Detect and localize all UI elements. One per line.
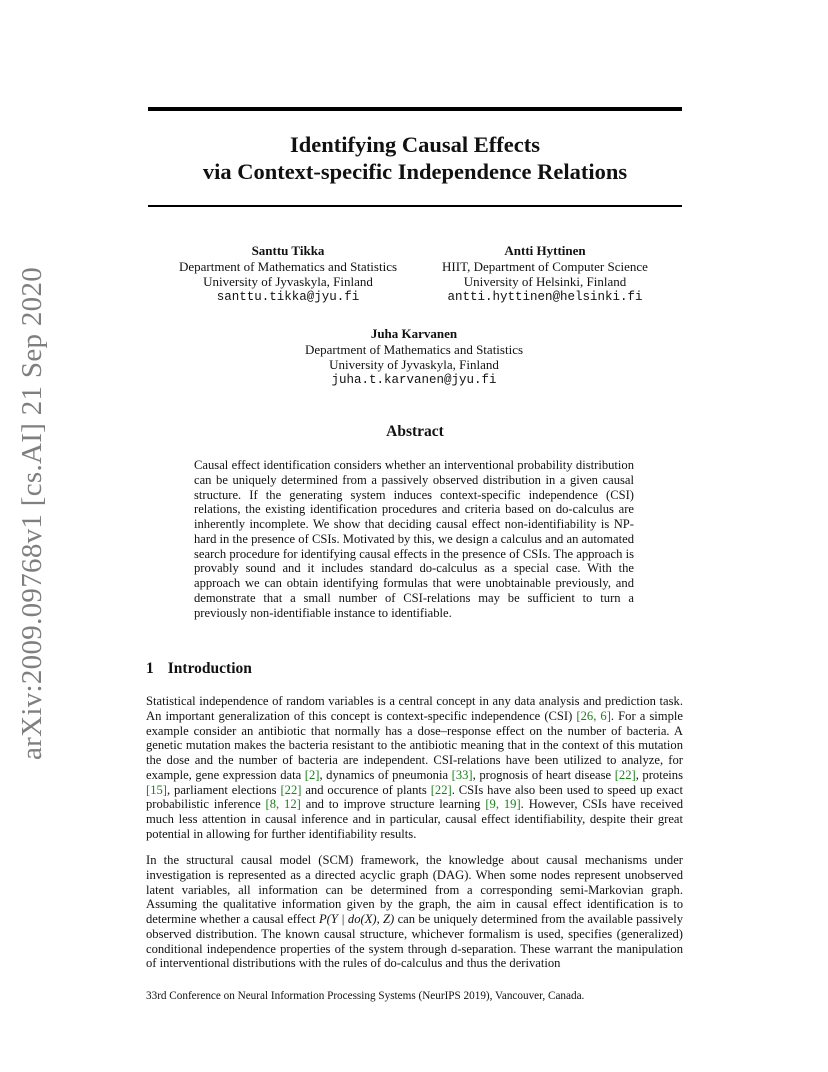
arxiv-stamp: arXiv:2009.09768v1 [cs.AI] 21 Sep 2020	[16, 266, 48, 760]
paper-title	[148, 131, 682, 185]
citation-link[interactable]: [22]	[280, 782, 302, 797]
text-run: , dynamics of pneumonia	[319, 767, 452, 782]
text-run: , prognosis of heart disease	[472, 767, 615, 782]
text-run: and occurence of plants	[301, 782, 431, 797]
author-email[interactable]: juha.t.karvanen@jyu.fi	[331, 372, 497, 387]
text-run: and to improve structure learning	[300, 797, 486, 812]
section-title: Introduction	[167, 660, 252, 677]
intro-paragraph-1	[146, 694, 683, 842]
citation-link[interactable]: [8, 12]	[265, 797, 301, 812]
citation-link[interactable]: [9, 19]	[485, 797, 521, 812]
author-block-1	[160, 243, 416, 305]
section-number: 1	[146, 660, 154, 677]
author-name: Antti Hyttinen	[504, 243, 586, 258]
text-run: , proteins	[635, 767, 683, 782]
text-run: can be uniquely determined from the available passively observed distribution. The known causal structure, whichever formalism is used, specifies (generalized) conditional independence properties of the system through d-separation. These warrant the manipulation of interventional distributions with the rules of do-calculus and thus the derivation	[146, 912, 684, 971]
author-univ: University of Jyvaskyla, Finland	[329, 357, 499, 372]
title-line-2: via Context-specific Independence Relations	[202, 159, 628, 184]
citation-link[interactable]: [26, 6]	[576, 708, 611, 723]
text-run: , parliament elections	[166, 782, 281, 797]
author-name: Santtu Tikka	[251, 243, 325, 258]
text-run: In the structural causal model (SCM) framework, the knowledge about causal mechanisms under investigation is represented as a directed acyclic graph (DAG). When some nodes represent unobserved latent variables, all information can be determined from a corresponding semi-Markovian graph. Assuming the qualitative information given by the graph, the aim in causal effect identification is to determine whether a causal effect	[146, 853, 683, 926]
title-line-1: Identifying Causal Effects	[289, 132, 540, 157]
citation-link[interactable]: [22]	[430, 782, 452, 797]
author-dept: HIIT, Department of Computer Science	[442, 258, 648, 274]
abstract-text: Causal effect identification considers whether an interventional probability distribution can be uniquely determined from a passively observed distribution in a given causal structure. If the generating system induces context-specific independence (CSI) relations, the existing identification procedures and criteria based on do-calculus are inherently incomplete. We show that deciding causal effect non-identifiability is NP-hard in the presence of CSIs. Motivated by this, we design a calculus and an automated search procedure for identifying causal effects in the presence of CSIs. The approach is provably sound and it includes standard do-calculus as a special case. With the approach we can obtain identifying formulas that were unobtainable previously, and demonstrate that a small number of CSI-relations may be sufficient to turn a previously non-identifiable instance to identifiable.	[194, 458, 634, 620]
citation-link[interactable]: [22]	[614, 767, 636, 782]
author-block-3	[270, 326, 558, 388]
title-top-rule	[148, 107, 682, 111]
intro-paragraph-2	[146, 853, 683, 971]
author-dept: Department of Mathematics and Statistics	[178, 258, 398, 274]
text-run: . However, CSIs have received much less attention in causal inference and in particular, causal effect identifiability, despite their great potential in allowing for further identifiability results.	[146, 797, 684, 841]
math-expression: P(Y | do(X), Z)	[318, 912, 395, 926]
author-block-2	[410, 243, 680, 305]
conference-footnote: 33rd Conference on Neural Information Processing Systems (NeurIPS 2019), Vancouver, Canada.	[146, 990, 585, 1002]
section-heading	[146, 660, 252, 678]
citation-link[interactable]: [2]	[304, 767, 320, 782]
author-univ: University of Helsinki, Finland	[463, 274, 627, 289]
citation-link[interactable]: [15]	[146, 782, 167, 797]
text-run: . CSIs have also been used to speed up exact probabilistic inference	[146, 782, 683, 812]
author-email[interactable]: antti.hyttinen@helsinki.fi	[447, 289, 643, 304]
text-run: Statistical independence of random variables is a central concept in any data analysis and prediction task. An important generalization of this concept is context-specific independence (CSI)	[146, 694, 683, 723]
author-dept: Department of Mathematics and Statistics	[304, 341, 524, 357]
title-bottom-rule	[148, 205, 682, 207]
author-name: Juha Karvanen	[370, 326, 458, 341]
text-run: . For a simple example consider an antibiotic that normally has a dose–response effect on the number of bacteria. A genetic mutation makes the bacteria resistant to the antibiotic meaning that in the context of this mutation the dose and the number of bacteria are independent. CSI-relations have been utilized to analyze, for example, gene expression data	[146, 708, 683, 782]
abstract-heading: Abstract	[386, 423, 444, 440]
author-email[interactable]: santtu.tikka@jyu.fi	[216, 289, 360, 304]
author-univ: University of Jyvaskyla, Finland	[203, 274, 373, 289]
citation-link[interactable]: [33]	[451, 767, 473, 782]
